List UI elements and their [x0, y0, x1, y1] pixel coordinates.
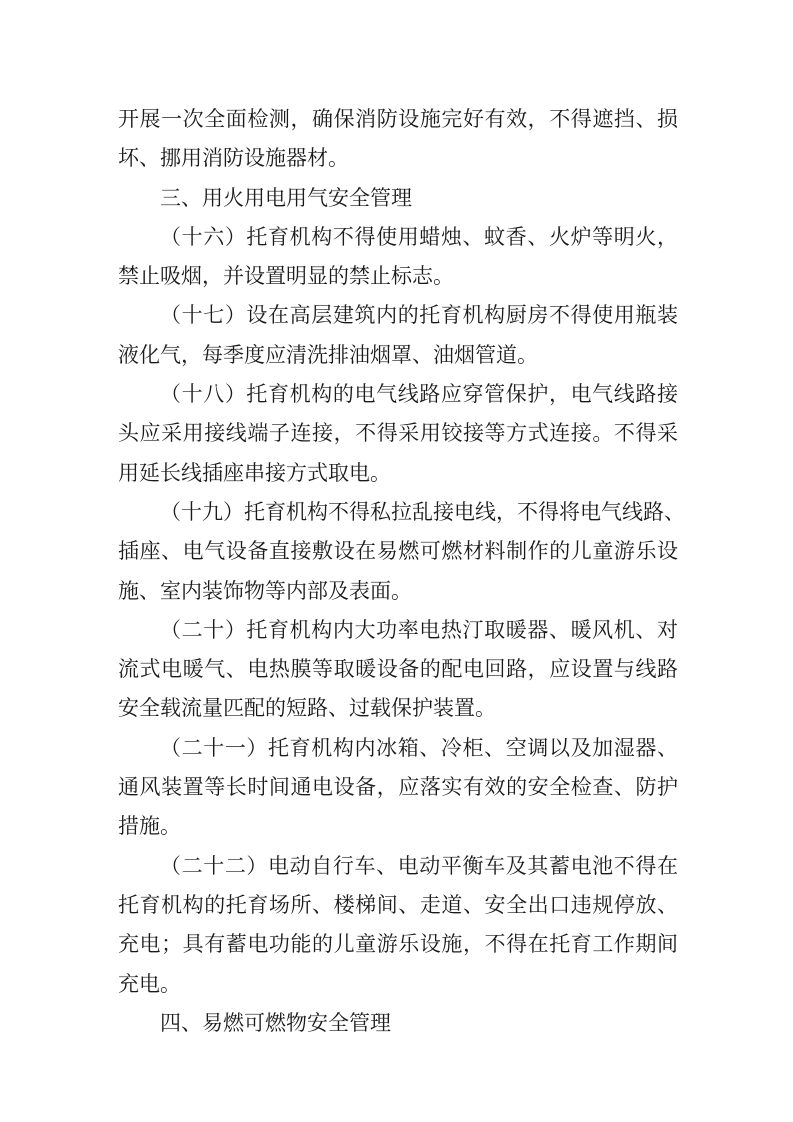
text-line: （十七）设在高层建筑内的托育机构厨房不得使用瓶装 [160, 303, 678, 328]
text-line: 用延长线插座串接方式取电。 [118, 460, 391, 485]
section-heading: 三、用火用电用气安全管理 [160, 185, 412, 210]
text-line: 坏、挪用消防设施器材。 [118, 146, 349, 171]
text-line: （二十）托育机构内大功率电热汀取暖器、暖风机、对 [160, 617, 678, 642]
text-line: （二十一）托育机构内冰箱、冷柜、空调以及加湿器、 [160, 735, 678, 760]
document-body [118, 100, 685, 1043]
text-line: （二十二）电动自行车、电动平衡车及其蓄电池不得在 [160, 853, 678, 878]
text-line: 头应采用接线端子连接，不得采用铰接等方式连接。不得采 [118, 421, 678, 446]
text-line: 禁止吸烟，并设置明显的禁止标志。 [118, 264, 454, 289]
text-line: （十八）托育机构的电气线路应穿管保护，电气线路接 [160, 382, 678, 407]
text-line: 安全载流量匹配的短路、过载保护装置。 [118, 696, 496, 721]
text-line: 液化气，每季度应清洗排油烟罩、油烟管道。 [118, 342, 538, 367]
text-line: 托育机构的托育场所、楼梯间、走道、安全出口违规停放、 [118, 892, 678, 917]
text-line: （十九）托育机构不得私拉乱接电线，不得将电气线路、 [160, 499, 685, 524]
text-line: 充电。 [118, 971, 181, 996]
text-line: 施、室内装饰物等内部及表面。 [118, 578, 412, 603]
text-line: 措施。 [118, 814, 181, 839]
text-line: 插座、电气设备直接敷设在易燃可燃材料制作的儿童游乐设 [118, 539, 678, 564]
text-line: 充电；具有蓄电功能的儿童游乐设施，不得在托育工作期间 [118, 932, 678, 957]
text-line: （十六）托育机构不得使用蜡烛、蚊香、火炉等明火， [160, 224, 678, 249]
text-line: 开展一次全面检测，确保消防设施完好有效，不得遮挡、损 [118, 107, 678, 131]
text-line: 流式电暖气、电热膜等取暖设备的配电回路，应设置与线路 [118, 657, 678, 682]
text-line: 通风装置等长时间通电设备，应落实有效的安全检查、防护 [118, 775, 678, 800]
section-heading: 四、易燃可燃物安全管理 [160, 1010, 391, 1035]
